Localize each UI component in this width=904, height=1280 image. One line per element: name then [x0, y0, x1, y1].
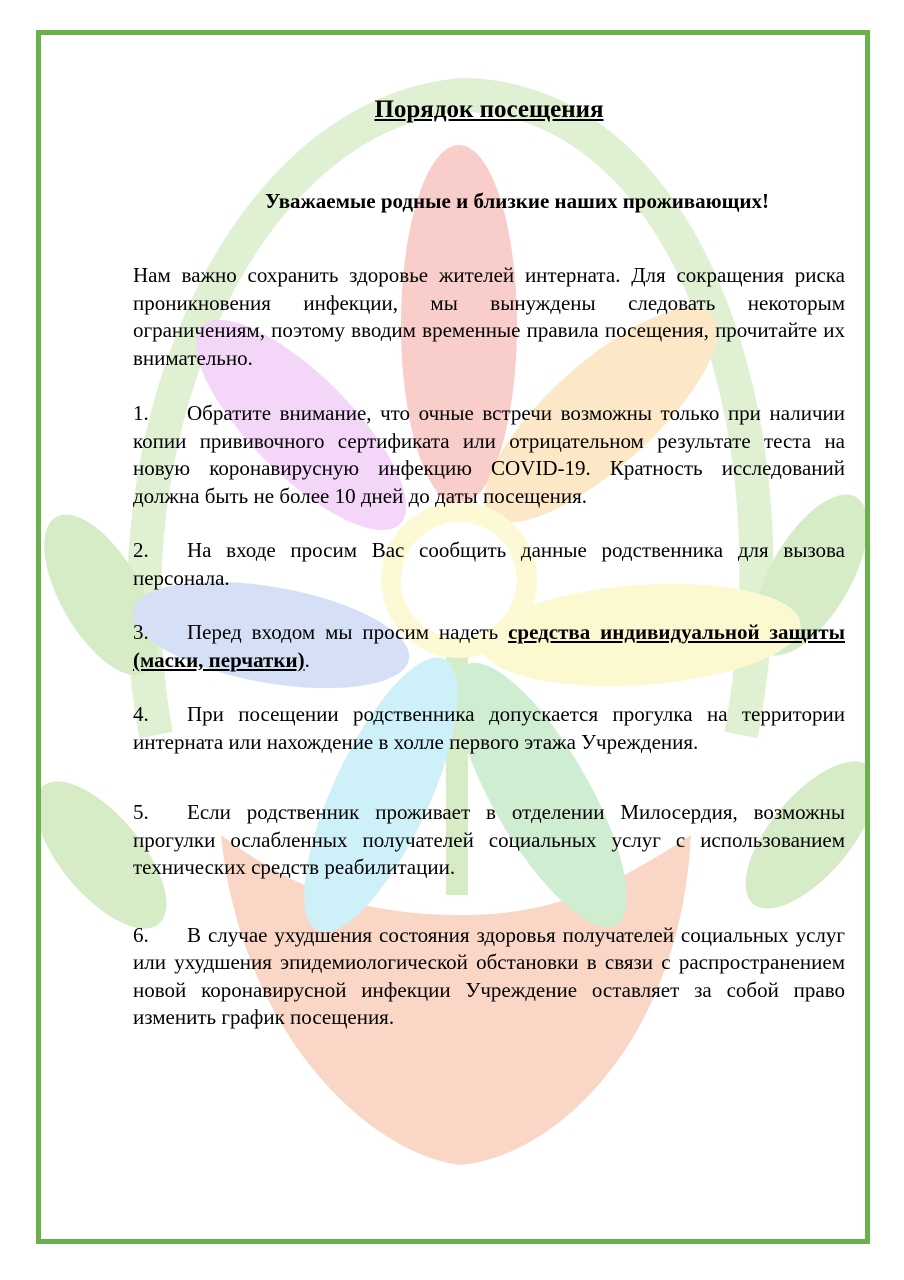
page-title: Порядок посещения: [374, 96, 604, 123]
rule-text: Если родственник проживает в отделении Милосердия, возможны прогулки ослабленных получателей социальных услуг с использованием технических средств реабилитации.: [133, 800, 845, 879]
rule-emphasis: средства индивидуальной защиты (маски, перчатки): [133, 620, 845, 672]
rule-text: В случае ухудшения состояния здоровья получателей социальных услуг или ухудшения эпидемиологической обстановки в связи с распространением новой коронавирусной инфекции Учреждение оставляет за собой право изменить график посещения.: [133, 922, 845, 1029]
rule-text: При посещении родственника допускается прогулка на территории интерната или нахождение в холле первого этажа Учреждения.: [133, 702, 845, 754]
rule-item-4: [133, 701, 845, 756]
rule-number: 4.: [133, 702, 149, 726]
page-frame: [36, 30, 870, 1244]
rule-number: 6.: [133, 922, 149, 947]
document-content: [133, 93, 845, 1059]
rule-number: 3.: [133, 620, 149, 644]
rule-number: 5.: [133, 800, 149, 824]
rule-text: Перед входом мы просим надеть: [187, 620, 509, 644]
rule-item-6: [133, 922, 845, 1032]
intro-paragraph: Нам важно сохранить здоровье жителей интерната. Для сокращения риска проникновения инфекции, мы вынуждены следовать некоторым ограничениям, поэтому вводим временные правила посещения, прочитайте их внимательно.: [133, 263, 845, 370]
rule-item-2: [133, 537, 845, 592]
rule-number: 2.: [133, 538, 149, 562]
greeting-heading: Уважаемые родные и близкие наших проживающих!: [265, 189, 769, 213]
rule-item-1: [133, 400, 845, 510]
rule-number: 1.: [133, 401, 149, 425]
rule-item-5: [133, 799, 845, 882]
rule-text: Обратите внимание, что очные встречи возможны только при наличии копии прививочного сертификата или отрицательном результате теста на новую коронавирусную инфекцию COVID-19. Кратность исследований должна быть не более 10 дней до даты посещения.: [133, 401, 845, 508]
rule-item-3: [133, 619, 845, 674]
rule-text-end: .: [304, 647, 310, 672]
rule-text: На входе просим Вас сообщить данные родственника для вызова персонала.: [133, 538, 845, 590]
